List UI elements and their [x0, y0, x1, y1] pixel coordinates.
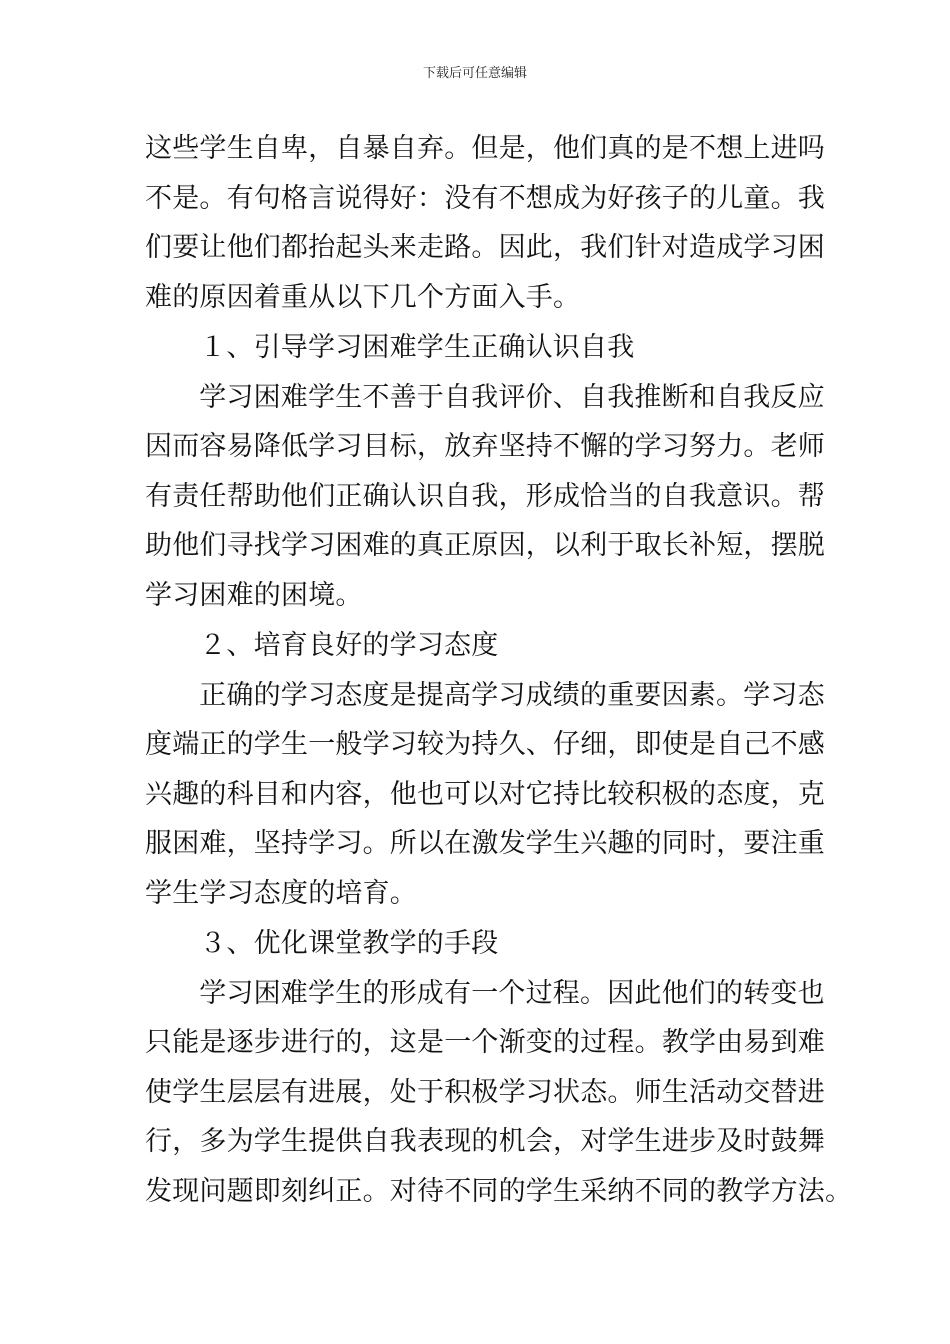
body-line: 学习困难学生的形成有一个过程。因此他们的转变也: [172, 978, 825, 1009]
section-heading-3: ３、优化课堂教学的手段: [172, 928, 499, 959]
body-line: 使学生层层有进展，处于积极学习状态。师生活动交替进: [145, 1077, 825, 1108]
body-line: 这些学生自卑，自暴自弃。但是，他们真的是不想上进吗: [145, 133, 825, 164]
body-line: 只能是逐步进行的，这是一个渐变的过程。教学由易到难: [145, 1027, 825, 1058]
body-line: 服困难，坚持学习。所以在激发学生兴趣的同时，要注重: [145, 828, 825, 859]
body-line: 有责任帮助他们正确认识自我，形成恰当的自我意识。帮: [145, 481, 825, 512]
body-line: 发现问题即刻纠正。对待不同的学生采纳不同的教学方法。: [145, 1176, 853, 1207]
header-note: 下载后可任意编辑: [422, 66, 527, 81]
body-line: 因而容易降低学习目标，放弃坚持不懈的学习努力。老师: [145, 431, 825, 462]
body-line: 学习困难学生不善于自我评价、自我推断和自我反应: [172, 382, 825, 413]
body-line: 们要让他们都抬起头来走路。因此，我们针对造成学习困: [145, 232, 825, 263]
body-line: 学习困难的困境。: [145, 580, 363, 611]
body-line: 兴趣的科目和内容，他也可以对它持比较积极的态度，克: [145, 779, 825, 810]
body-line: 正确的学习态度是提高学习成绩的重要因素。学习态: [172, 680, 825, 711]
section-heading-2: ２、培育良好的学习态度: [172, 630, 499, 661]
body-line: 难的原因着重从以下几个方面入手。: [145, 282, 581, 313]
body-line: 学生学习态度的培育。: [145, 878, 417, 909]
body-line: 行，多为学生提供自我表现的机会，对学生进步及时鼓舞: [145, 1126, 825, 1157]
body-line: 度端正的学生一般学习较为持久、仔细，即使是自己不感: [145, 729, 825, 760]
body-line: 不是。有句格言说得好：没有不想成为好孩子的儿童。我: [145, 183, 825, 214]
body-line: 助他们寻找学习困难的真正原因，以利于取长补短，摆脱: [145, 530, 825, 561]
section-heading-1: １、引导学习困难学生正确认识自我: [172, 332, 635, 363]
